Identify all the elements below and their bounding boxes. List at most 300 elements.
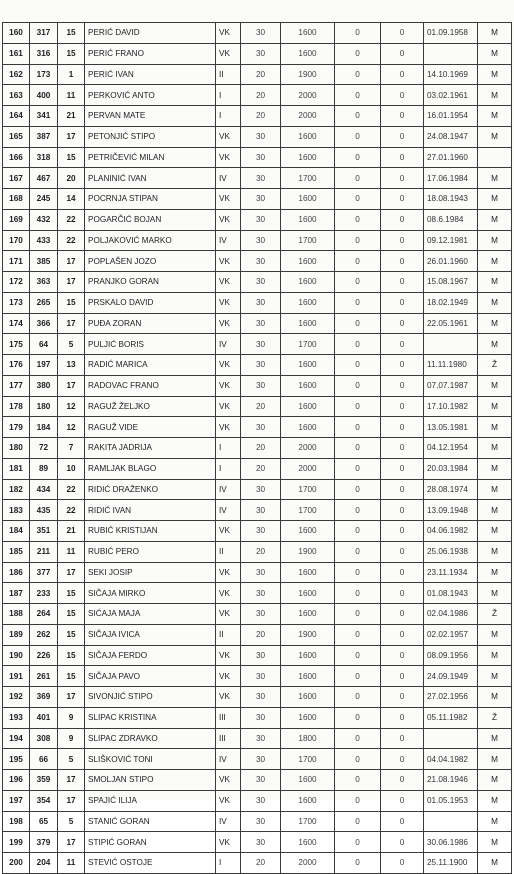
birth-date-cell: 07.07.1987 xyxy=(424,375,478,396)
value-b-cell: 0 xyxy=(381,396,424,417)
value-a-cell: 0 xyxy=(335,604,381,625)
birth-date-cell: 20.03.1984 xyxy=(424,458,478,479)
row-number-cell: 180 xyxy=(3,438,30,459)
employee-name-cell: RIDIĆ IVAN xyxy=(85,500,216,521)
table-row xyxy=(3,666,512,687)
birth-date-cell xyxy=(424,334,478,355)
value-b-cell: 0 xyxy=(381,417,424,438)
coefficient-cell: 30 xyxy=(241,292,281,313)
group-cell: 17 xyxy=(58,375,85,396)
employee-table xyxy=(2,22,512,874)
coefficient-cell: 20 xyxy=(241,106,281,127)
amount-cell: 1700 xyxy=(281,168,335,189)
employee-name-cell: SIČAJA MIRKO xyxy=(85,583,216,604)
employee-id-cell: 433 xyxy=(30,230,58,251)
table-row xyxy=(3,541,512,562)
value-a-cell: 0 xyxy=(335,770,381,791)
row-number-cell: 165 xyxy=(3,126,30,147)
table-row xyxy=(3,168,512,189)
qualification-cell: VK xyxy=(216,562,241,583)
coefficient-cell: 30 xyxy=(241,147,281,168)
birth-date-cell: 21.08.1946 xyxy=(424,770,478,791)
coefficient-cell: 30 xyxy=(241,417,281,438)
employee-name-cell: PERIĆ FRANO xyxy=(85,43,216,64)
employee-name-cell: PLANINIĆ IVAN xyxy=(85,168,216,189)
employee-name-cell: PERVAN MATE xyxy=(85,106,216,127)
value-a-cell: 0 xyxy=(335,230,381,251)
qualification-cell: IV xyxy=(216,334,241,355)
qualification-cell: VK xyxy=(216,604,241,625)
value-b-cell: 0 xyxy=(381,313,424,334)
coefficient-cell: 30 xyxy=(241,251,281,272)
table-row xyxy=(3,355,512,376)
value-b-cell: 0 xyxy=(381,811,424,832)
sex-cell: M xyxy=(478,189,512,210)
amount-cell: 1900 xyxy=(281,64,335,85)
qualification-cell: II xyxy=(216,624,241,645)
employee-id-cell: 72 xyxy=(30,438,58,459)
table-row xyxy=(3,749,512,770)
employee-name-cell: SLIŠKOVIĆ TONI xyxy=(85,749,216,770)
row-number-cell: 171 xyxy=(3,251,30,272)
coefficient-cell: 30 xyxy=(241,832,281,853)
sex-cell: M xyxy=(478,583,512,604)
qualification-cell: VK xyxy=(216,23,241,44)
qualification-cell: IV xyxy=(216,230,241,251)
employee-id-cell: 432 xyxy=(30,209,58,230)
table-row xyxy=(3,230,512,251)
table-row xyxy=(3,479,512,500)
group-cell: 22 xyxy=(58,500,85,521)
page-top-margin xyxy=(0,0,514,22)
employee-name-cell: STANIĆ GORAN xyxy=(85,811,216,832)
value-b-cell: 0 xyxy=(381,43,424,64)
sex-cell: M xyxy=(478,43,512,64)
birth-date-cell: 05.11.1982 xyxy=(424,707,478,728)
group-cell: 21 xyxy=(58,521,85,542)
row-number-cell: 166 xyxy=(3,147,30,168)
group-cell: 22 xyxy=(58,209,85,230)
table-row xyxy=(3,251,512,272)
qualification-cell: VK xyxy=(216,521,241,542)
sex-cell: M xyxy=(478,251,512,272)
coefficient-cell: 30 xyxy=(241,521,281,542)
table-row xyxy=(3,64,512,85)
qualification-cell: VK xyxy=(216,272,241,293)
employee-id-cell: 434 xyxy=(30,479,58,500)
amount-cell: 1700 xyxy=(281,230,335,251)
value-b-cell: 0 xyxy=(381,438,424,459)
value-b-cell: 0 xyxy=(381,64,424,85)
amount-cell: 1700 xyxy=(281,749,335,770)
employee-id-cell: 400 xyxy=(30,85,58,106)
qualification-cell: VK xyxy=(216,583,241,604)
birth-date-cell: 02.02.1957 xyxy=(424,624,478,645)
row-number-cell: 187 xyxy=(3,583,30,604)
birth-date-cell: 02.04.1986 xyxy=(424,604,478,625)
row-number-cell: 188 xyxy=(3,604,30,625)
employee-id-cell: 318 xyxy=(30,147,58,168)
employee-name-cell: PERIĆ DAVID xyxy=(85,23,216,44)
group-cell: 15 xyxy=(58,43,85,64)
value-b-cell: 0 xyxy=(381,479,424,500)
value-b-cell: 0 xyxy=(381,624,424,645)
table-row xyxy=(3,811,512,832)
sex-cell: M xyxy=(478,64,512,85)
employee-name-cell: RUBIĆ KRISTIJAN xyxy=(85,521,216,542)
value-a-cell: 0 xyxy=(335,334,381,355)
employee-name-cell: SLIPAC ZDRAVKO xyxy=(85,728,216,749)
sex-cell: M xyxy=(478,313,512,334)
employee-name-cell: RADOVAC FRANO xyxy=(85,375,216,396)
amount-cell: 1600 xyxy=(281,251,335,272)
coefficient-cell: 30 xyxy=(241,687,281,708)
coefficient-cell: 30 xyxy=(241,770,281,791)
sex-cell: M xyxy=(478,645,512,666)
birth-date-cell: 27.02.1956 xyxy=(424,687,478,708)
group-cell: 17 xyxy=(58,832,85,853)
group-cell: 5 xyxy=(58,811,85,832)
value-b-cell: 0 xyxy=(381,666,424,687)
qualification-cell: VK xyxy=(216,43,241,64)
table-row xyxy=(3,189,512,210)
sex-cell: M xyxy=(478,126,512,147)
group-cell: 15 xyxy=(58,666,85,687)
coefficient-cell: 20 xyxy=(241,85,281,106)
value-a-cell: 0 xyxy=(335,707,381,728)
coefficient-cell: 20 xyxy=(241,458,281,479)
qualification-cell: VK xyxy=(216,147,241,168)
sex-cell: M xyxy=(478,770,512,791)
row-number-cell: 198 xyxy=(3,811,30,832)
row-number-cell: 161 xyxy=(3,43,30,64)
qualification-cell: I xyxy=(216,853,241,874)
amount-cell: 1600 xyxy=(281,375,335,396)
value-a-cell: 0 xyxy=(335,396,381,417)
amount-cell: 1600 xyxy=(281,417,335,438)
amount-cell: 1600 xyxy=(281,832,335,853)
sex-cell: M xyxy=(478,562,512,583)
table-row xyxy=(3,624,512,645)
value-a-cell: 0 xyxy=(335,562,381,583)
employee-name-cell: STIPIĆ GORAN xyxy=(85,832,216,853)
table-row xyxy=(3,147,512,168)
birth-date-cell: 25.11.1900 xyxy=(424,853,478,874)
table-row xyxy=(3,438,512,459)
employee-id-cell: 341 xyxy=(30,106,58,127)
sex-cell: Ž xyxy=(478,604,512,625)
value-a-cell: 0 xyxy=(335,23,381,44)
group-cell: 15 xyxy=(58,292,85,313)
value-b-cell: 0 xyxy=(381,790,424,811)
value-b-cell: 0 xyxy=(381,583,424,604)
employee-name-cell: PULJIĆ BORIS xyxy=(85,334,216,355)
table-row xyxy=(3,790,512,811)
employee-name-cell: SIČAJA PAVO xyxy=(85,666,216,687)
value-a-cell: 0 xyxy=(335,43,381,64)
employee-name-cell: SIČAJA IVICA xyxy=(85,624,216,645)
amount-cell: 1700 xyxy=(281,479,335,500)
sex-cell: M xyxy=(478,832,512,853)
group-cell: 21 xyxy=(58,106,85,127)
qualification-cell: VK xyxy=(216,790,241,811)
value-a-cell: 0 xyxy=(335,749,381,770)
employee-id-cell: 261 xyxy=(30,666,58,687)
sex-cell: M xyxy=(478,292,512,313)
row-number-cell: 175 xyxy=(3,334,30,355)
employee-name-cell: SPAJIĆ ILIJA xyxy=(85,790,216,811)
employee-id-cell: 435 xyxy=(30,500,58,521)
value-a-cell: 0 xyxy=(335,541,381,562)
employee-id-cell: 211 xyxy=(30,541,58,562)
employee-id-cell: 265 xyxy=(30,292,58,313)
row-number-cell: 191 xyxy=(3,666,30,687)
sex-cell: M xyxy=(478,438,512,459)
qualification-cell: IV xyxy=(216,811,241,832)
employee-name-cell: PUĐA ZORAN xyxy=(85,313,216,334)
amount-cell: 1700 xyxy=(281,811,335,832)
birth-date-cell: 13.09.1948 xyxy=(424,500,478,521)
coefficient-cell: 30 xyxy=(241,562,281,583)
group-cell: 7 xyxy=(58,438,85,459)
coefficient-cell: 20 xyxy=(241,64,281,85)
row-number-cell: 181 xyxy=(3,458,30,479)
value-a-cell: 0 xyxy=(335,85,381,106)
coefficient-cell: 30 xyxy=(241,43,281,64)
qualification-cell: VK xyxy=(216,209,241,230)
group-cell: 10 xyxy=(58,458,85,479)
table-row xyxy=(3,853,512,874)
amount-cell: 1600 xyxy=(281,770,335,791)
value-b-cell: 0 xyxy=(381,230,424,251)
amount-cell: 1600 xyxy=(281,687,335,708)
amount-cell: 1600 xyxy=(281,583,335,604)
row-number-cell: 195 xyxy=(3,749,30,770)
employee-name-cell: RADIĆ MARICA xyxy=(85,355,216,376)
employee-id-cell: 467 xyxy=(30,168,58,189)
amount-cell: 1600 xyxy=(281,562,335,583)
value-b-cell: 0 xyxy=(381,645,424,666)
employee-id-cell: 64 xyxy=(30,334,58,355)
table-row xyxy=(3,375,512,396)
value-a-cell: 0 xyxy=(335,292,381,313)
coefficient-cell: 20 xyxy=(241,624,281,645)
amount-cell: 2000 xyxy=(281,438,335,459)
group-cell: 17 xyxy=(58,251,85,272)
group-cell: 15 xyxy=(58,147,85,168)
row-number-cell: 182 xyxy=(3,479,30,500)
employee-id-cell: 173 xyxy=(30,64,58,85)
birth-date-cell: 24.08.1947 xyxy=(424,126,478,147)
qualification-cell: VK xyxy=(216,396,241,417)
sex-cell: M xyxy=(478,396,512,417)
sex-cell: M xyxy=(478,687,512,708)
table-row xyxy=(3,521,512,542)
group-cell: 12 xyxy=(58,396,85,417)
employee-name-cell: SIČAJA FERDO xyxy=(85,645,216,666)
coefficient-cell: 30 xyxy=(241,500,281,521)
group-cell: 5 xyxy=(58,749,85,770)
table-row xyxy=(3,832,512,853)
amount-cell: 1600 xyxy=(281,313,335,334)
sex-cell: M xyxy=(478,479,512,500)
value-a-cell: 0 xyxy=(335,251,381,272)
value-a-cell: 0 xyxy=(335,853,381,874)
birth-date-cell: 16.01.1954 xyxy=(424,106,478,127)
value-a-cell: 0 xyxy=(335,583,381,604)
employee-name-cell: RUBIĆ PERO xyxy=(85,541,216,562)
qualification-cell: VK xyxy=(216,355,241,376)
employee-name-cell: RAGUŽ VIDE xyxy=(85,417,216,438)
amount-cell: 1600 xyxy=(281,23,335,44)
row-number-cell: 177 xyxy=(3,375,30,396)
sex-cell: M xyxy=(478,106,512,127)
row-number-cell: 196 xyxy=(3,770,30,791)
employee-name-cell: POPLAŠEN JOZO xyxy=(85,251,216,272)
table-row xyxy=(3,770,512,791)
table-row xyxy=(3,707,512,728)
value-a-cell: 0 xyxy=(335,811,381,832)
employee-id-cell: 317 xyxy=(30,23,58,44)
qualification-cell: VK xyxy=(216,313,241,334)
qualification-cell: II xyxy=(216,64,241,85)
employee-name-cell: SIVONJIĆ STIPO xyxy=(85,687,216,708)
employee-id-cell: 66 xyxy=(30,749,58,770)
qualification-cell: VK xyxy=(216,645,241,666)
group-cell: 20 xyxy=(58,168,85,189)
amount-cell: 1900 xyxy=(281,624,335,645)
table-row xyxy=(3,313,512,334)
amount-cell: 1600 xyxy=(281,790,335,811)
qualification-cell: VK xyxy=(216,251,241,272)
amount-cell: 1600 xyxy=(281,355,335,376)
row-number-cell: 186 xyxy=(3,562,30,583)
birth-date-cell: 17.06.1984 xyxy=(424,168,478,189)
row-number-cell: 168 xyxy=(3,189,30,210)
birth-date-cell: 30.06.1986 xyxy=(424,832,478,853)
sex-cell xyxy=(478,147,512,168)
value-b-cell: 0 xyxy=(381,562,424,583)
qualification-cell: VK xyxy=(216,666,241,687)
coefficient-cell: 20 xyxy=(241,438,281,459)
employee-name-cell: RIDIĆ DRAŽENKO xyxy=(85,479,216,500)
row-number-cell: 179 xyxy=(3,417,30,438)
qualification-cell: I xyxy=(216,85,241,106)
coefficient-cell: 30 xyxy=(241,811,281,832)
value-a-cell: 0 xyxy=(335,624,381,645)
row-number-cell: 178 xyxy=(3,396,30,417)
row-number-cell: 183 xyxy=(3,500,30,521)
table-row xyxy=(3,23,512,44)
group-cell: 17 xyxy=(58,562,85,583)
sex-cell: M xyxy=(478,728,512,749)
group-cell: 11 xyxy=(58,853,85,874)
value-b-cell: 0 xyxy=(381,251,424,272)
coefficient-cell: 30 xyxy=(241,230,281,251)
qualification-cell: VK xyxy=(216,375,241,396)
group-cell: 5 xyxy=(58,334,85,355)
sex-cell: M xyxy=(478,458,512,479)
amount-cell: 1600 xyxy=(281,43,335,64)
amount-cell: 1600 xyxy=(281,396,335,417)
qualification-cell: VK xyxy=(216,770,241,791)
amount-cell: 1600 xyxy=(281,666,335,687)
qualification-cell: I xyxy=(216,106,241,127)
coefficient-cell: 30 xyxy=(241,790,281,811)
employee-name-cell: SLIPAC KRISTINA xyxy=(85,707,216,728)
group-cell: 12 xyxy=(58,417,85,438)
value-b-cell: 0 xyxy=(381,458,424,479)
employee-id-cell: 197 xyxy=(30,355,58,376)
sex-cell: M xyxy=(478,853,512,874)
qualification-cell: VK xyxy=(216,687,241,708)
birth-date-cell: 26.01.1960 xyxy=(424,251,478,272)
sex-cell: M xyxy=(478,230,512,251)
qualification-cell: IV xyxy=(216,479,241,500)
sex-cell: M xyxy=(478,417,512,438)
employee-id-cell: 226 xyxy=(30,645,58,666)
birth-date-cell: 03.02.1961 xyxy=(424,85,478,106)
row-number-cell: 173 xyxy=(3,292,30,313)
group-cell: 13 xyxy=(58,355,85,376)
employee-id-cell: 308 xyxy=(30,728,58,749)
value-a-cell: 0 xyxy=(335,189,381,210)
amount-cell: 1600 xyxy=(281,272,335,293)
value-b-cell: 0 xyxy=(381,272,424,293)
birth-date-cell: 01.09.1958 xyxy=(424,23,478,44)
group-cell: 22 xyxy=(58,230,85,251)
row-number-cell: 192 xyxy=(3,687,30,708)
row-number-cell: 199 xyxy=(3,832,30,853)
amount-cell: 2000 xyxy=(281,458,335,479)
birth-date-cell: 09.12.1981 xyxy=(424,230,478,251)
birth-date-cell: 04.12.1954 xyxy=(424,438,478,459)
coefficient-cell: 30 xyxy=(241,313,281,334)
table-row xyxy=(3,396,512,417)
qualification-cell: IV xyxy=(216,500,241,521)
birth-date-cell: 01.08.1943 xyxy=(424,583,478,604)
coefficient-cell: 30 xyxy=(241,707,281,728)
table-row xyxy=(3,106,512,127)
employee-id-cell: 366 xyxy=(30,313,58,334)
coefficient-cell: 30 xyxy=(241,355,281,376)
birth-date-cell xyxy=(424,43,478,64)
coefficient-cell: 30 xyxy=(241,583,281,604)
coefficient-cell: 30 xyxy=(241,645,281,666)
amount-cell: 1800 xyxy=(281,728,335,749)
value-b-cell: 0 xyxy=(381,541,424,562)
birth-date-cell: 08.6.1984 xyxy=(424,209,478,230)
employee-id-cell: 359 xyxy=(30,770,58,791)
row-number-cell: 190 xyxy=(3,645,30,666)
coefficient-cell: 30 xyxy=(241,126,281,147)
employee-name-cell: RAKITA JADRIJA xyxy=(85,438,216,459)
row-number-cell: 170 xyxy=(3,230,30,251)
sex-cell: M xyxy=(478,375,512,396)
employee-id-cell: 377 xyxy=(30,562,58,583)
birth-date-cell: 15.08.1967 xyxy=(424,272,478,293)
employee-id-cell: 380 xyxy=(30,375,58,396)
value-b-cell: 0 xyxy=(381,521,424,542)
employee-id-cell: 354 xyxy=(30,790,58,811)
row-number-cell: 200 xyxy=(3,853,30,874)
value-b-cell: 0 xyxy=(381,209,424,230)
employee-id-cell: 387 xyxy=(30,126,58,147)
amount-cell: 1600 xyxy=(281,189,335,210)
value-b-cell: 0 xyxy=(381,23,424,44)
row-number-cell: 189 xyxy=(3,624,30,645)
row-number-cell: 163 xyxy=(3,85,30,106)
